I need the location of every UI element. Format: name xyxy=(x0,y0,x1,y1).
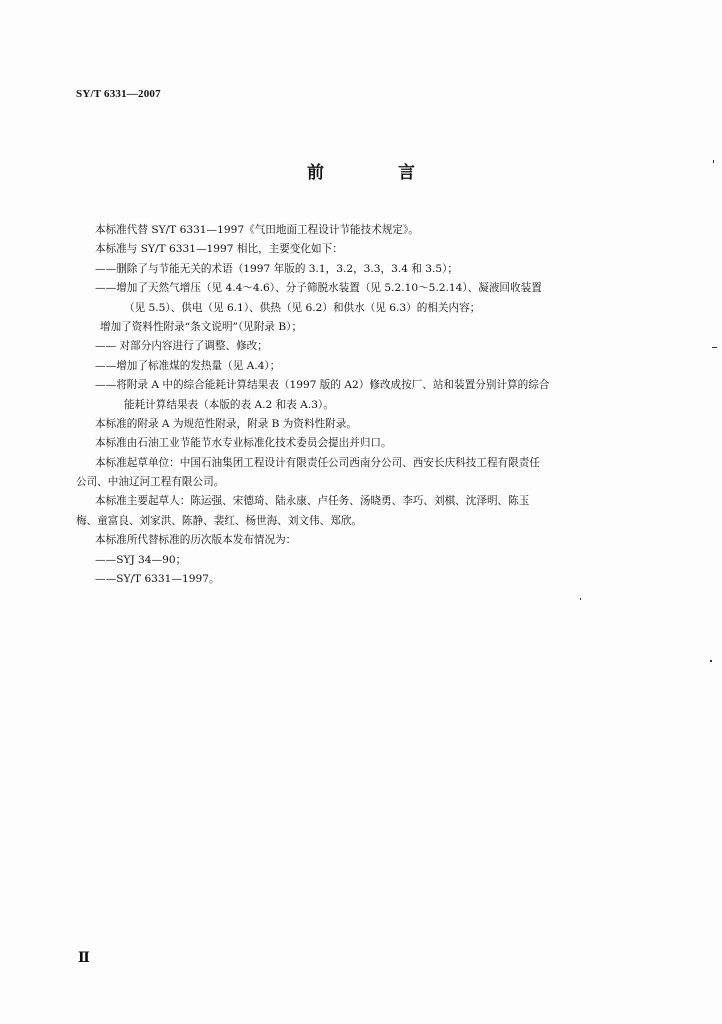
paragraph-line: 本标准主要起草人：陈运强、宋德琦、陆永康、卢任务、汤晓勇、李巧、刘棋、沈泽明、陈玉 xyxy=(95,495,530,508)
paragraph-line: ——将附录 A 中的综合能耗计算结果表（1997 版的 A2）修改成按厂、站和装置分别计算的综合 xyxy=(95,379,550,392)
scan-speck xyxy=(712,347,717,348)
paragraph-line: ——删除了与节能无关的术语（1997 年版的 3.1，3.2，3.3，3.4 和 3.5）； xyxy=(95,262,459,275)
paragraph-line: 本标准所代替标准的历次版本发布情况为： xyxy=(95,534,297,547)
paragraph-line: 本标准由石油工业节能节水专业标准化技术委员会提出并归口。 xyxy=(95,437,392,450)
paragraph-line: ——增加了天然气增压（见 4.4～4.6）、分子筛脱水装置（见 5.2.10～5.2.14）、凝液回收装置 xyxy=(95,282,542,295)
paragraph-line: ——增加了标准煤的发热量（见 A.4）； xyxy=(95,359,281,372)
paragraph-line: 公司、中油辽河工程有限公司。 xyxy=(76,476,225,489)
paragraph-line: 增加了资料性附录“条文说明”（见附录 B）； xyxy=(100,320,303,333)
paragraph-line: 能耗计算结果表（本版的表 A.2 和表 A.3）。 xyxy=(124,398,334,411)
scan-speck xyxy=(713,160,714,163)
paragraph-line: 本标准与 SY/T 6331—1997 相比，主要变化如下： xyxy=(95,243,343,256)
page-title: 前 言 xyxy=(307,163,449,183)
paragraph-line: 本标准代替 SY/T 6331—1997《气田地面工程设计节能技术规定》。 xyxy=(95,224,419,236)
page-number: Ⅱ xyxy=(78,951,90,966)
paragraph-line: ——SY/T 6331—1997。 xyxy=(95,573,220,586)
paragraph-line: （见 5.5）、供电（见 6.1）、供热（见 6.2）和供水（见 6.3）的相关内容； xyxy=(124,301,481,314)
scan-speck xyxy=(580,598,581,600)
scan-speck xyxy=(710,660,712,662)
foreword-body xyxy=(76,221,646,589)
paragraph-line: 梅、童富良、刘家洪、陈静、裴红、杨世海、刘文伟、郑欣。 xyxy=(76,514,363,527)
paragraph-line: ——SYJ 34—90； xyxy=(95,553,187,566)
paragraph-line: 本标准起草单位：中国石油集团工程设计有限责任公司西南分公司、西安长庆科技工程有限责任 xyxy=(95,456,540,469)
paragraph-line: —— 对部分内容进行了调整、修改； xyxy=(95,340,268,353)
standard-code: SY/T 6331—2007 xyxy=(76,88,161,100)
paragraph-line: 本标准的附录 A 为规范性附录，附录 B 为资料性附录。 xyxy=(95,417,357,430)
